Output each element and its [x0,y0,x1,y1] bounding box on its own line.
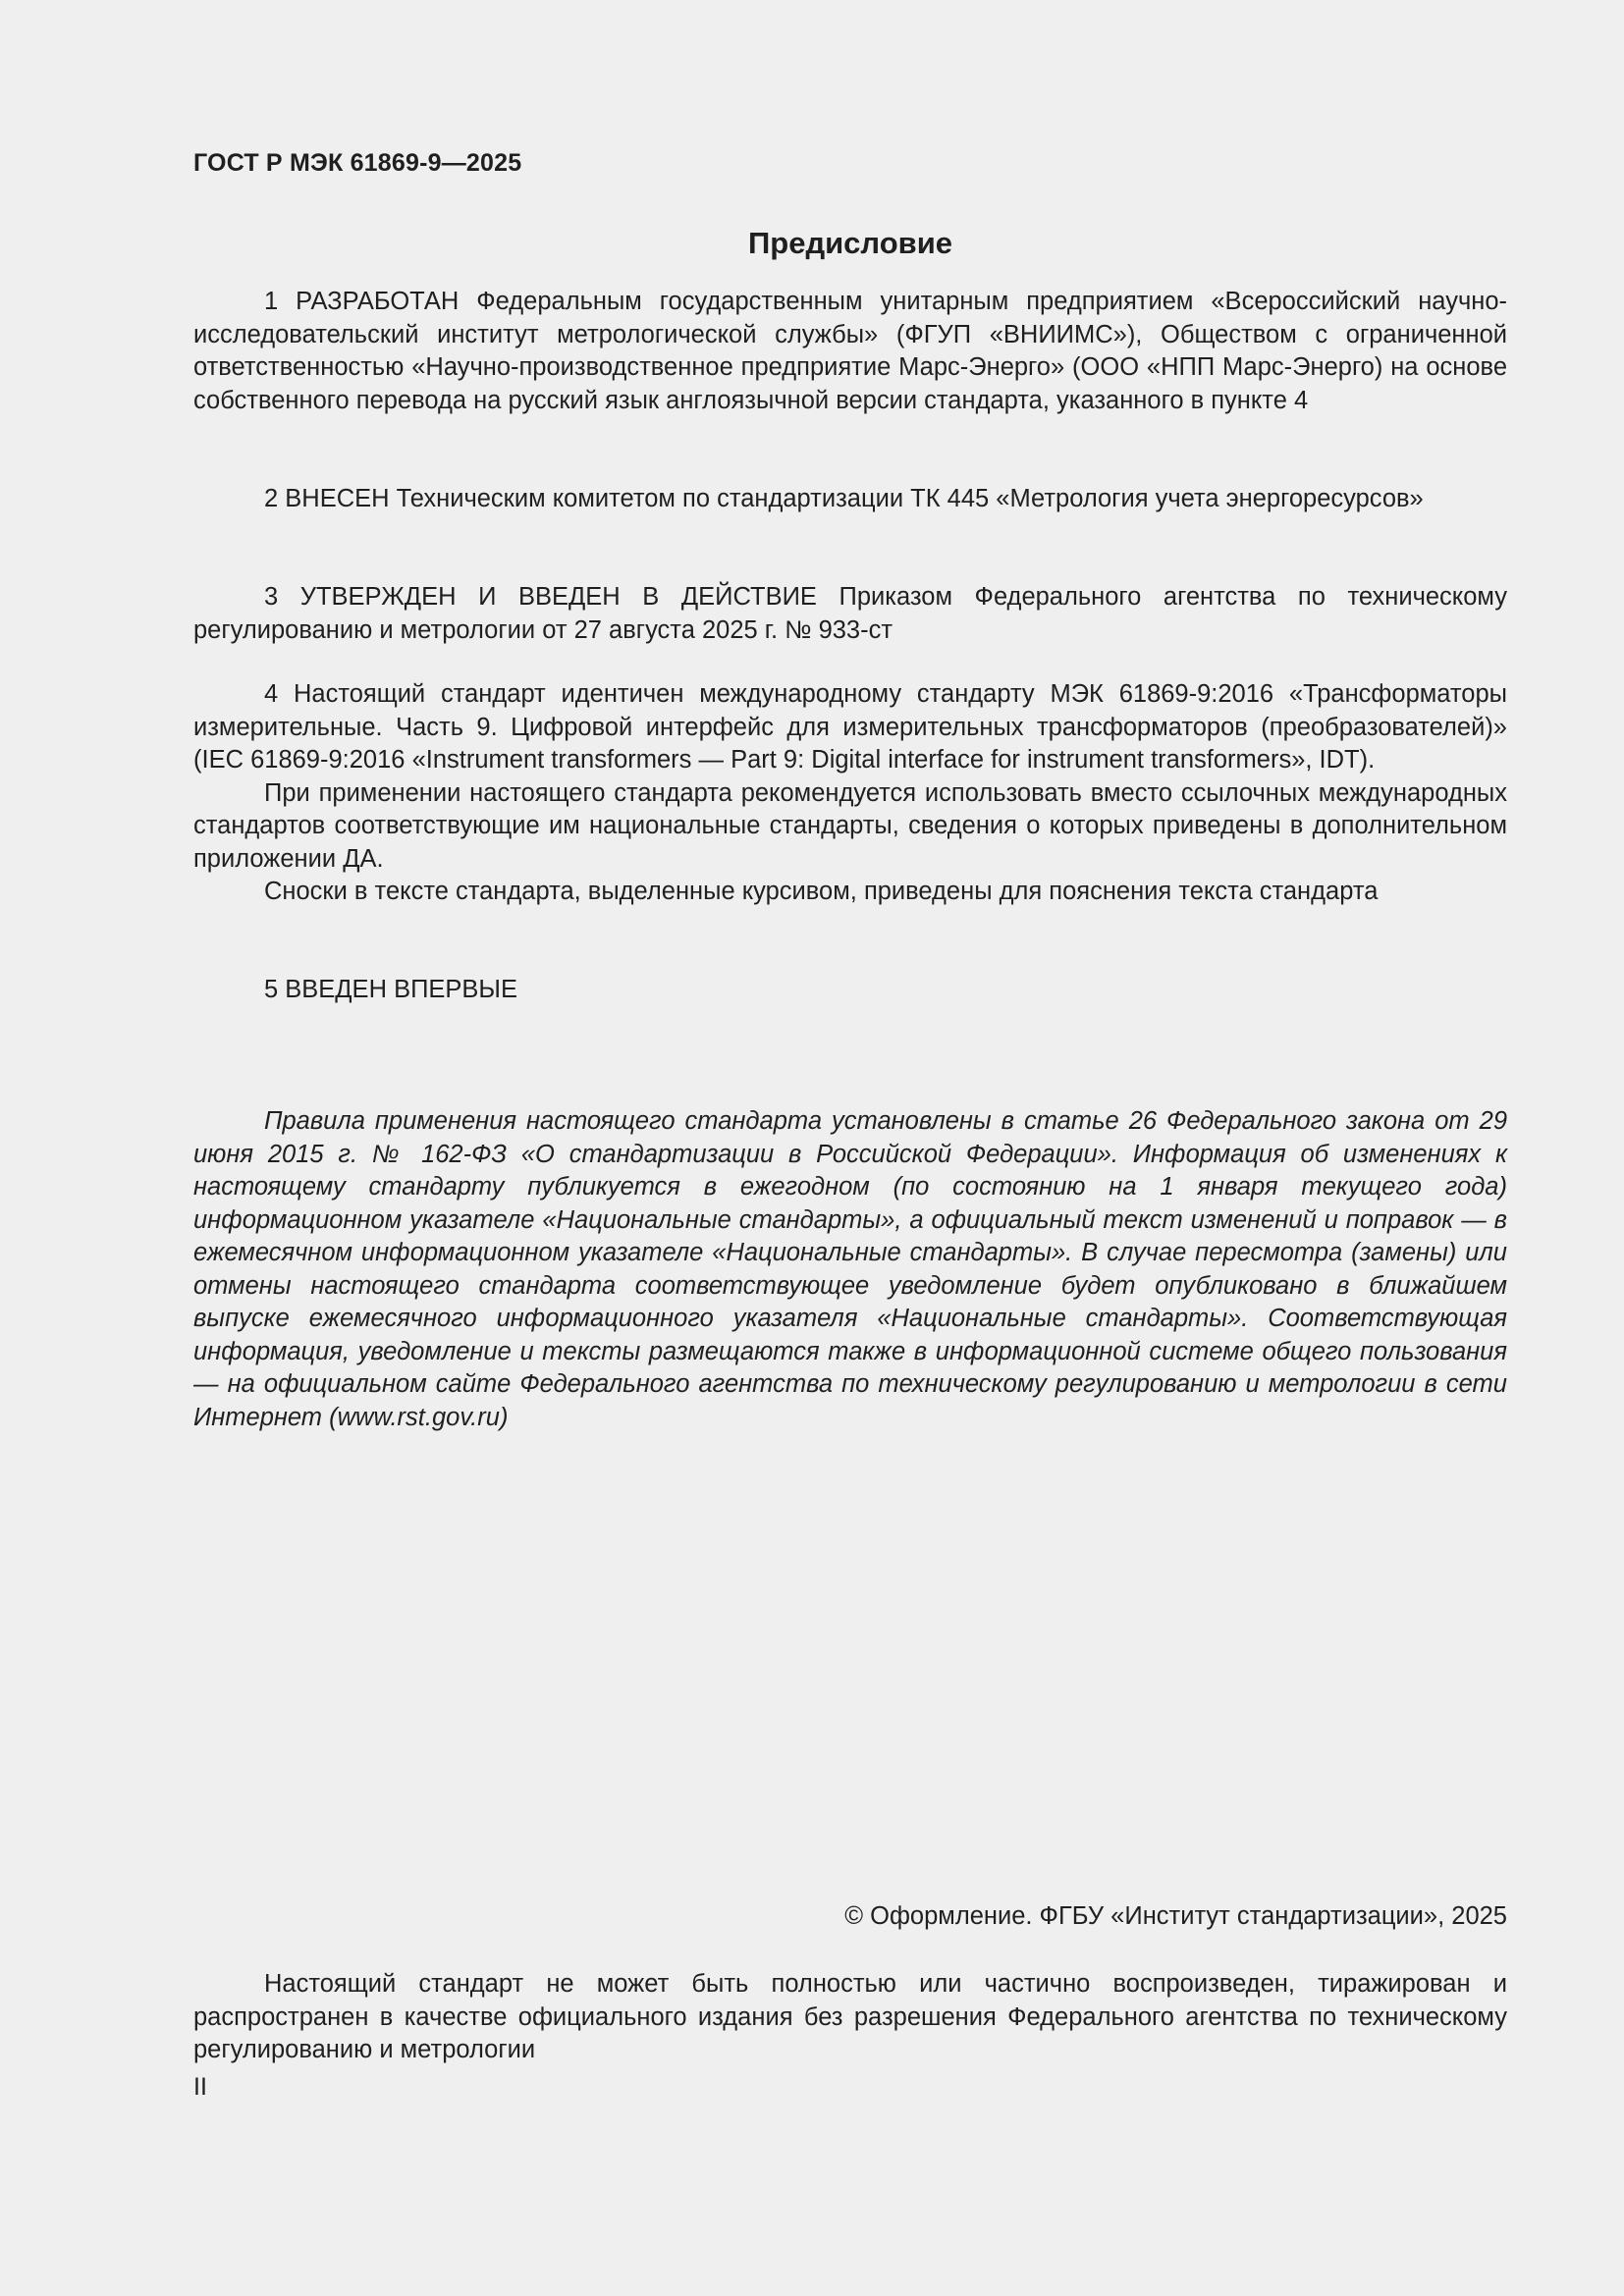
foreword-item-1 [193,286,1507,417]
application-rules-note [193,1105,1507,1434]
copyright-line: © Оформление. ФГБУ «Институт стандартизации», 2025 [844,1902,1507,1930]
foreword-item-text: 1 РАЗРАБОТАН Федеральным государственным унитарным предприятием «Всероссийский научно-исследовательский институт метрологической службы» (ФГУП «ВНИИМС»), Обществом с ограниченной ответственностью «Научно-производственное предприятие Марс-Энерго» (ООО «НПП Марс-Энерго) на основе собственного перевода на русский язык англоязычной версии стандарта, указанного в пункте 4 [193,288,1507,414]
reproduction-notice [193,1968,1507,2067]
reproduction-notice-text: Настоящий стандарт не может быть полностью или частично воспроизведен, тиражирован и распространен в качестве официального издания без разрешения Федерального агентства по техническому регулированию и метрологии [193,1970,1507,2063]
foreword-item-2 [193,483,1507,516]
document-identifier: ГОСТ Р МЭК 61869-9—2025 [193,149,522,177]
foreword-item-subparagraph: При применении настоящего стандарта рекомендуется использовать вместо ссылочных международных стандартов соответствующие им национальные стандарты, сведения о которых приведены в дополнительном приложении ДА. [193,778,1507,873]
foreword-item-text: 5 ВВЕДЕН ВПЕРВЫЕ [264,976,518,1003]
foreword-item-subparagraph: Сноски в тексте стандарта, выделенные курсивом, приведены для пояснения текста стандарта [264,878,1379,905]
page-title: Предисловие [747,226,952,260]
foreword-item-text: 3 УТВЕРЖДЕН И ВВЕДЕН В ДЕЙСТВИЕ Приказом Федерального агентства по техническому регулированию и метрологии от 27 августа 2025 г. № 933-ст [193,583,1507,644]
note-text: Правила применения настоящего стандарта установлены в статье 26 Федерального закона от 29 июня 2015 г. № 162-ФЗ «О стандартизации в Российской Федерации». Информация об изменениях к настоящему стандарту публикуется в ежегодном (по состоянию на 1 января текущего года) информационном указателе «Национальные стандарты», а официальный текст изменений и поправок — в ежемесячном информационном указателе «Национальные стандарты». В случае пересмотра (замены) или отмены настоящего стандарта соответствующее уведомление будет опубликовано в ближайшем выпуске ежемесячного информационного указателя «Национальные стандарты». Соответствующая информация, уведомление и тексты размещаются также в информационной системе общего пользования — на официальном сайте Федерального агентства по техническому регулированию и метрологии в сети Интернет (www.rst.gov.ru) [193,1107,1507,1431]
page-number: II [193,2073,207,2101]
foreword-item-text: 4 Настоящий стандарт идентичен международному стандарту МЭК 61869-9:2016 «Трансформаторы измерительные. Часть 9. Цифровой интерфейс для измерительных трансформаторов (преобразователей)» (IEC 61869-9:2016 «Instrument transformers — Part 9: Digital interface for instrument transformers», IDT). [193,680,1507,774]
foreword-item-4 [193,678,1507,909]
foreword-item-5 [193,974,1507,1007]
foreword-item-3 [193,581,1507,647]
foreword-item-text: 2 ВНЕСЕН Техническим комитетом по стандартизации ТК 445 «Метрология учета энергоресурсов» [264,485,1424,512]
